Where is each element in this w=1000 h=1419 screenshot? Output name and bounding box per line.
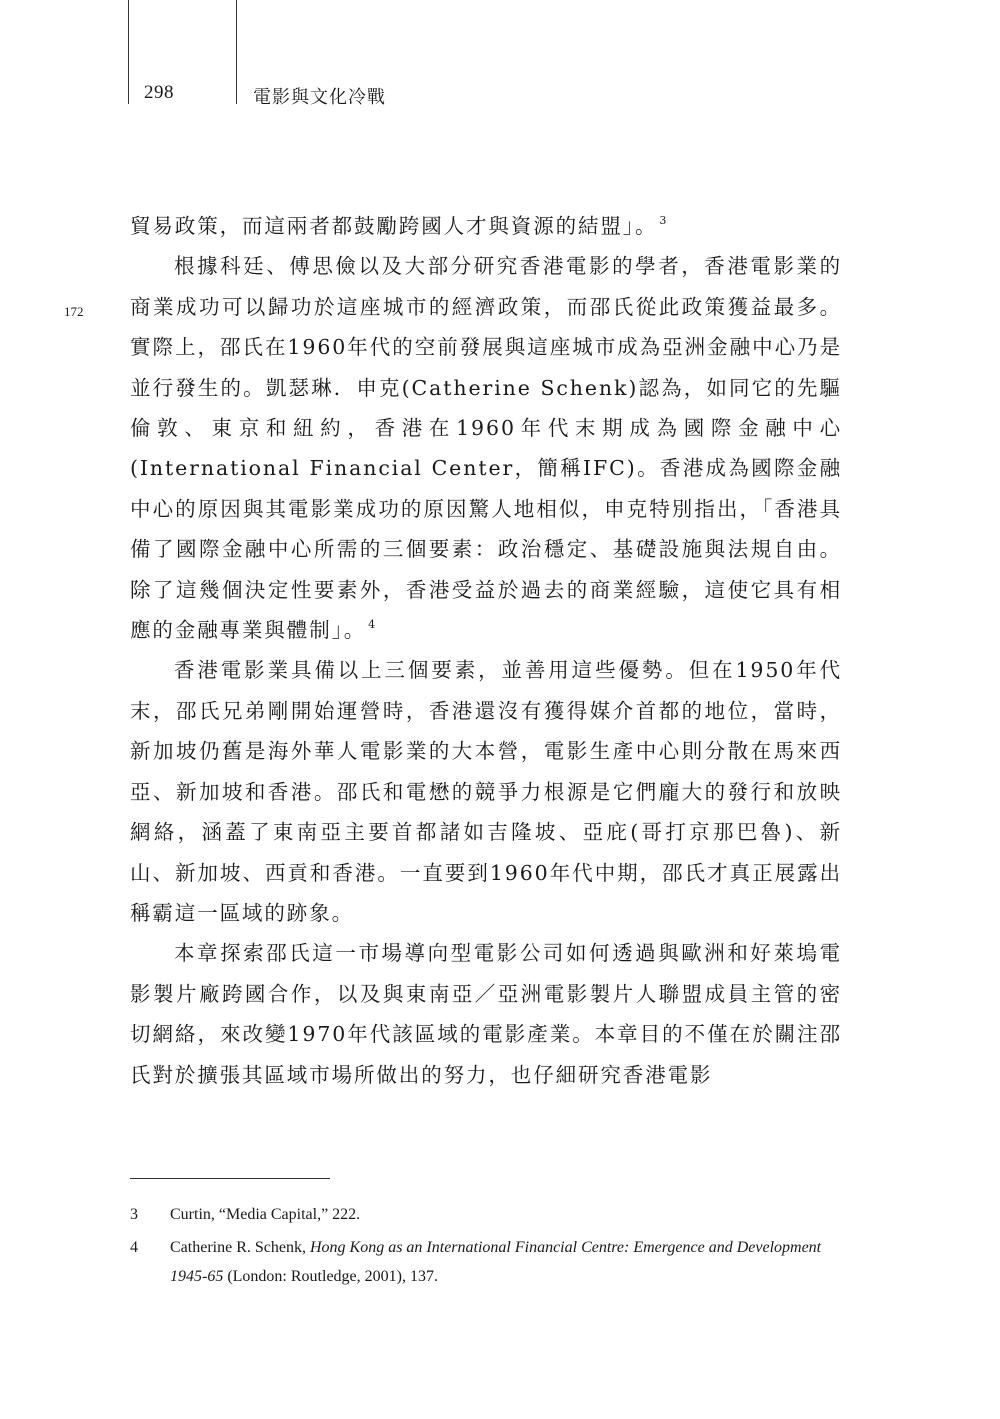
header-rule-right — [236, 0, 237, 104]
footnote — [130, 1200, 842, 1229]
footnote-text: Curtin, “Media Capital,” 222. — [170, 1206, 361, 1223]
footnote-number: 3 — [130, 1206, 138, 1223]
running-head: 電影與文化冷戰 — [253, 87, 386, 108]
paragraph: 貿易政策，而這兩者都鼓勵跨國人才與資源的結盟」。 $^3$ — [130, 214, 669, 238]
footnote-separator — [130, 1178, 330, 1179]
paragraph: 香港電影業具備以上三個要素，並善用這些優勢。但在1950年代末，邵氏兄弟剛開始運營時，香港還沒有獲得媒介首都的地位，當時，新加坡仍舊是海外華人電影業的大本營，電影生產中心則分散在馬來西亞、新加坡和香港。邵氏和電懋的競爭力根源是它們龐大的發行和放映網絡，涵蓋了東南亞主要首都諸如吉隆坡、亞庇(哥打京那巴魯)、新山、新加坡、西貢和香港。一直要到1960年代中期，邵氏才真正展露出稱霸這一區域的跡象。 — [130, 658, 842, 925]
paragraph: 本章探索邵氏這一市場導向型電影公司如何透過與歐洲和好萊塢電影製片廠跨國合作，以及與東南亞／亞洲電影製片人聯盟成員主管的密切網絡，來改變1970年代該區域的電影產業。本章目的不僅在於關注邵氏對於擴張其區域市場所做出的努力，也仔細研究香港電影 — [130, 941, 842, 1087]
footnote-ref[interactable]: 3 — [659, 214, 669, 227]
footnote — [130, 1233, 842, 1291]
paragraph: 根據科廷、傅思儉以及大部分研究香港電影的學者，香港電影業的商業成功可以歸功於這座城市的經濟政策，而邵氏從此政策獲益最多。實際上，邵氏在1960年代的空前發展與這座城市成為亞洲金融中心乃是並行發生的。凱瑟琳．申克(Catherine Schenk)認為，如同它的先驅倫敦、東京和紐約，香港在1960年代末期成為國際金融中心(International Financial Center，簡稱IFC)。香港成為國際金融中心的原因與其電影業成功的原因驚人地相似，申克特別指出，「香港具備了國際金融中心所需的三個要素：政治穩定、基礎設施與法規自由。除了這幾個決定性要素外，香港受益於過去的商業經驗，這使它具有相應的金融專業與體制」。 $^4$ — [130, 254, 842, 643]
footnote-text: Catherine R. Schenk, Hong Kong as an International Financial Centre: Emergence and Development 1945-65 (London: Routledge, 2001), 137. — [170, 1239, 822, 1285]
margin-page-reference: 172 — [64, 304, 84, 319]
book-title: Hong Kong as an International Financial Centre: Emergence and Development 1945-65 — [170, 1239, 822, 1285]
footnote-number: 4 — [130, 1239, 138, 1256]
header-rule-left — [128, 0, 129, 104]
footnotes — [130, 1200, 842, 1295]
footnote-ref[interactable]: 4 — [368, 618, 378, 632]
body-text — [130, 206, 842, 1095]
page-number: 298 — [144, 82, 174, 103]
